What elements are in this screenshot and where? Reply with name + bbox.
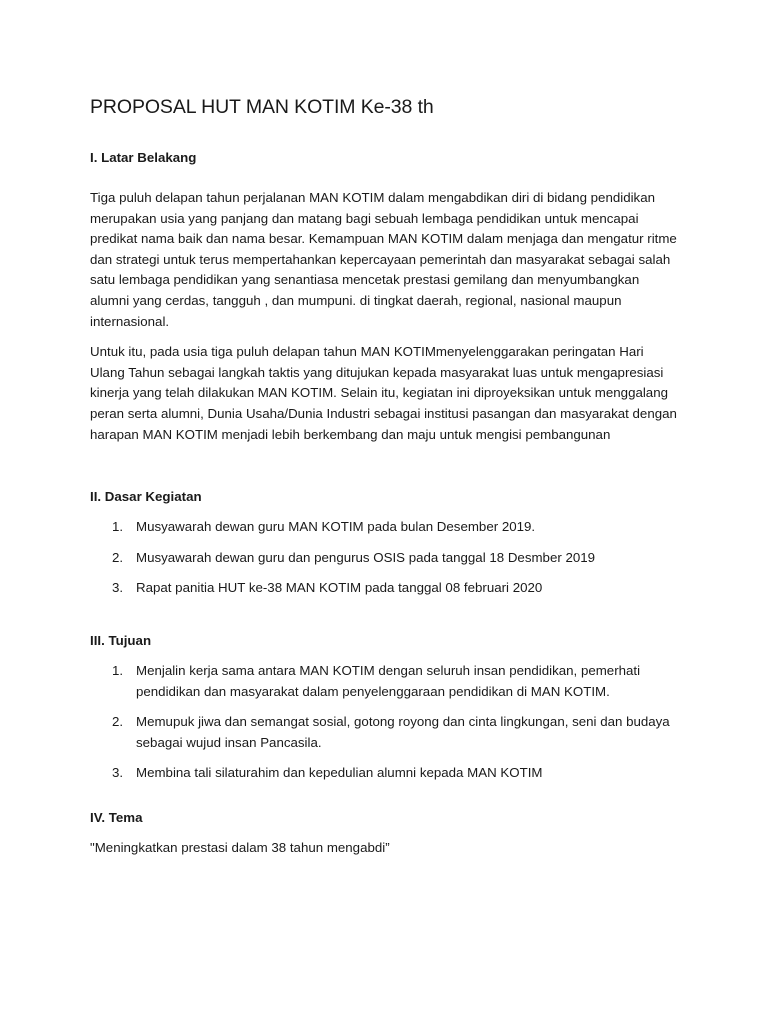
list-item-number: 2. <box>112 714 124 730</box>
list-item-text: Musyawarah dewan guru MAN KOTIM pada bulan Desember 2019. <box>136 519 536 535</box>
tema-quote: "Meningkatkan prestasi dalam 38 tahun mengabdi” <box>90 839 390 855</box>
list-item-number: 3. <box>112 765 124 781</box>
paragraph-latar-belakang-1: Tiga puluh delapan tahun perjalanan MAN KOTIM dalam mengabdikan diri di bidang pendidikan merupakan usia yang panjang dan matang bagi sebuah lembaga pendidikan untuk mencapai predikat nama baik dan nama besar. Kemampuan MAN KOTIM dalam menjaga dan mengatur ritme dan strategi untuk terus mempertahankan kepercayaan pemerintah dan masyarakat sebagai salah satu lembaga pendidikan yang senantiasa mencetak prestasi gemilang dan menyumbangkan alumni yang cerdas, tangguh , dan mumpuni. di tingkat daerah, regional, nasional maupun internasional. <box>90 190 677 329</box>
document-title: PROPOSAL HUT MAN KOTIM Ke-38 th <box>90 96 434 118</box>
list-item-number: 2. <box>112 549 124 565</box>
tujuan-list <box>90 661 680 784</box>
paragraph-latar-belakang-2: Untuk itu, pada usia tiga puluh delapan tahun MAN KOTIMmenyelenggarakan peringatan Hari Ulang Tahun sebagai langkah taktis yang ditujukan kepada masyarakat luas untuk mengapresiasi kinerja yang telah dilakukan MAN KOTIM. Selain itu, kegiatan ini diproyeksikan untuk menggalang peran serta alumni, Dunia Usaha/Dunia Industri sebagai institusi pasangan dan masyarakat dengan harapan MAN KOTIM menjadi lebih berkembang dan maju untuk mengisi pembangunan <box>90 344 677 442</box>
section-heading-tema: IV. Tema <box>90 809 143 825</box>
dasar-kegiatan-list <box>90 517 680 599</box>
section-heading-tujuan: III. Tujuan <box>90 632 152 648</box>
list-item-text: Musyawarah dewan guru dan pengurus OSIS pada tanggal 18 Desmber 2019 <box>136 549 596 565</box>
list-item-text: Menjalin kerja sama antara MAN KOTIM dengan seluruh insan pendidikan, pemerhati pendidikan dan masyarakat dalam penyelenggaraan pendidikan di MAN KOTIM. <box>136 662 641 699</box>
list-item <box>90 578 680 599</box>
list-item <box>90 661 680 702</box>
list-item-text: Memupuk jiwa dan semangat sosial, gotong royong dan cinta lingkungan, seni dan budaya sebagai wujud insan Pancasila. <box>136 714 670 750</box>
list-item-number: 1. <box>112 519 124 535</box>
list-item-number: 1. <box>112 662 124 678</box>
list-item-text: Membina tali silaturahim dan kepedulian alumni kepada MAN KOTIM <box>136 765 543 781</box>
list-item <box>90 712 680 753</box>
list-item-text: Rapat panitia HUT ke-38 MAN KOTIM pada tanggal 08 februari 2020 <box>136 580 543 596</box>
list-item <box>90 763 680 784</box>
document-body <box>90 94 680 858</box>
list-item-number: 3. <box>112 580 124 596</box>
list-item <box>90 548 680 569</box>
section-heading-dasar-kegiatan: II. Dasar Kegiatan <box>90 489 202 505</box>
list-item <box>90 517 680 538</box>
section-heading-latar-belakang: I. Latar Belakang <box>90 150 197 165</box>
